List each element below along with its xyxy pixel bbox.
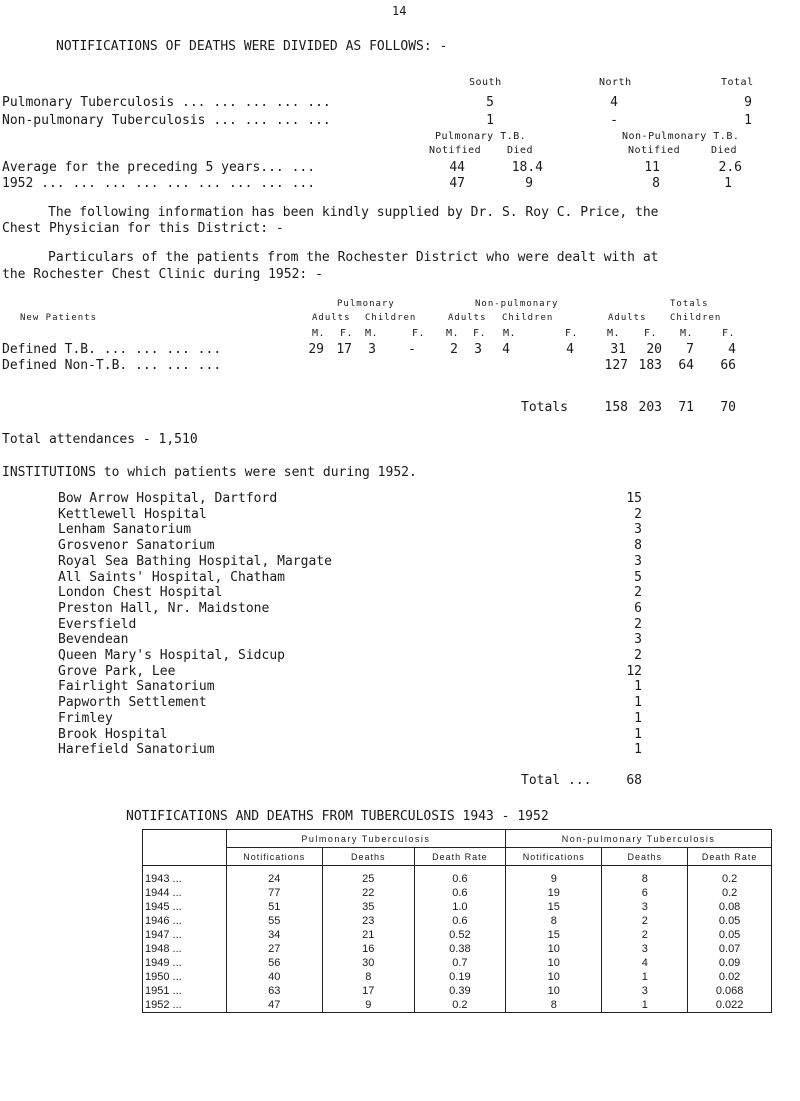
institution-name: Bow Arrow Hospital, Dartford [58,491,278,506]
value-cell: 44 [449,160,465,175]
institution-count: 2 [634,648,642,663]
table-cell: 2 [602,914,688,928]
institution-count: 6 [634,600,642,616]
value-cell: 1 [486,113,494,128]
institution-name: Brook Hospital [58,726,168,742]
table-cell: 8 [322,970,414,984]
value-cell: 70 [720,400,736,415]
table-cell: 8 [506,914,602,928]
value-cell: 183 [638,358,662,373]
value-cell: 18.4 [511,160,543,175]
table-cell: 10 [506,942,602,956]
table-cell: 15 [506,900,602,914]
year-cell: 1947 ... [143,928,227,942]
table-cell: 0.08 [688,900,772,914]
year-cell: 1945 ... [143,900,227,914]
table-cell: 3 [602,984,688,998]
institution-count: 1 [634,742,642,758]
table-cell: 0.05 [688,914,772,928]
table-cell: 9 [322,998,414,1013]
table-cell: 1.0 [414,900,506,914]
year-cell: 1952 ... [143,998,227,1013]
table-cell: 15 [506,928,602,942]
table-cell: 40 [226,970,322,984]
value-cell: 203 [638,400,662,415]
group-head-totals: Totals [670,299,709,309]
table-cell: 0.2 [688,872,772,886]
institution-count: 2 [634,506,642,522]
history-table [142,829,772,1013]
corner-cell [143,830,227,866]
table-cell: 0.6 [414,886,506,900]
institution-count: 15 [626,491,642,506]
table-cell: 22 [322,886,414,900]
year-cell: 1950 ... [143,970,227,984]
table-row [143,872,772,886]
table-cell: 0.07 [688,942,772,956]
institutions-total: 68 [626,773,642,788]
row-head-new-patients: New Patients [20,313,98,323]
institution-count: 12 [626,663,642,679]
institution-name: Lenham Sanatorium [58,522,192,538]
table-cell: 0.38 [414,942,506,956]
page-number: 14 [392,4,407,18]
value-cell: 9 [744,95,752,110]
value-cell: 158 [604,400,628,415]
column-header: Deaths [322,848,414,866]
table-row [143,942,772,956]
sub-head: Children [365,313,417,323]
table-cell: 56 [226,956,322,970]
row-label: 1952 ... ... ... ... ... ... ... ... ... [2,176,316,191]
col-south: South [469,77,502,88]
sub-head: Adults [312,313,351,323]
value-cell: 3 [474,342,482,357]
section1-title: NOTIFICATIONS OF DEATHS WERE DIVIDED AS FOLLOWS: - [56,39,448,54]
institution-count: 5 [634,569,642,585]
institution-count: 3 [634,553,642,569]
institution-name: Preston Hall, Nr. Maidstone [58,600,270,616]
table-cell: 0.09 [688,956,772,970]
sub-head: Adults [608,313,647,323]
institution-name: Queen Mary's Hospital, Sidcup [58,648,285,663]
table-row [143,914,772,928]
table-cell: 4 [602,956,688,970]
table-cell: 77 [226,886,322,900]
table-cell: 0.05 [688,928,772,942]
table-cell: 9 [506,872,602,886]
institution-name: Papworth Settlement [58,695,207,711]
year-cell: 1948 ... [143,942,227,956]
table-cell: 19 [506,886,602,900]
value-cell: 29 [308,342,324,357]
table-row [143,900,772,914]
value-cell: - [408,342,416,357]
institution-name: Frimley [58,710,113,726]
mf-label: M. [312,328,326,339]
institution-count: 1 [634,710,642,726]
value-cell: 31 [610,342,626,357]
year-cell: 1943 ... [143,872,227,886]
table-cell: 21 [322,928,414,942]
institution-name: Kettlewell Hospital [58,506,207,522]
value-cell: 5 [486,95,494,110]
mf-label: F. [565,328,579,339]
mf-label: M. [365,328,379,339]
table-row [143,928,772,942]
value-cell: 17 [336,342,352,357]
column-header: Death Rate [414,848,506,866]
subhead-nonpulmonary: Non-Pulmonary T.B. [622,131,740,142]
table-cell: 0.068 [688,984,772,998]
total-attendances: Total attendances - 1,510 [2,432,198,447]
table-row [143,984,772,998]
mf-label: M. [607,328,621,339]
value-cell: 11 [644,160,660,175]
value-cell: 4 [610,95,618,110]
institutions-total-label: Total ... [521,773,592,788]
table-cell: 3 [602,942,688,956]
table-cell: 0.2 [688,886,772,900]
institution-count: 2 [634,585,642,601]
institution-name: Eversfield [58,616,137,632]
value-cell: 4 [502,342,510,357]
value-cell: 71 [678,400,694,415]
subcol-died: Died [507,145,534,156]
value-cell: 7 [686,342,694,357]
table-cell: 2 [602,928,688,942]
table-cell: 10 [506,970,602,984]
group-head-nonpulmonary: Non-pulmonary [475,299,559,309]
history-title: NOTIFICATIONS AND DEATHS FROM TUBERCULOSIS 1943 - 1952 [126,809,549,824]
institution-count: 3 [634,522,642,538]
table-cell: 0.2 [414,998,506,1013]
table-cell: 10 [506,956,602,970]
mf-label: F. [412,328,426,339]
value-cell: 127 [604,358,628,373]
value-cell: 8 [652,176,660,191]
year-cell: 1944 ... [143,886,227,900]
table-cell: 51 [226,900,322,914]
table-row [143,970,772,984]
group-head-pulmonary: Pulmonary [337,299,395,309]
institution-name: Bevendean [58,632,129,648]
col-north: North [599,77,632,88]
institution-name: All Saints' Hospital, Chatham [58,569,285,585]
value-cell: 20 [646,342,662,357]
table-cell: 1 [602,970,688,984]
table-cell: 55 [226,914,322,928]
year-cell: 1946 ... [143,914,227,928]
table-cell: 1 [602,998,688,1013]
institution-count: 8 [634,538,642,554]
totals-label: Totals [521,400,568,415]
sub-head: Adults [448,313,487,323]
value-cell: 2 [450,342,458,357]
table-cell: 27 [226,942,322,956]
table-cell: 17 [322,984,414,998]
group-head: Pulmonary Tuberculosis [226,830,505,848]
institution-name: Harefield Sanatorium [58,742,215,758]
value-cell: 1 [724,176,732,191]
mf-label: M. [680,328,694,339]
group-head: Non-pulmonary Tuberculosis [506,830,772,848]
mf-label: F. [473,328,487,339]
sub-head: Children [670,313,722,323]
subcol-died: Died [711,145,738,156]
value-cell: 66 [720,358,736,373]
table-cell: 0.52 [414,928,506,942]
value-cell: 64 [678,358,694,373]
table-cell: 47 [226,998,322,1013]
table-cell: 0.02 [688,970,772,984]
info-line: Chest Physician for this District: - [2,221,284,236]
row-label: Average for the preceding 5 years... ... [2,160,316,175]
mf-label: F. [722,328,736,339]
mf-label: M. [503,328,517,339]
institution-count: 3 [634,632,642,648]
table-cell: 0.7 [414,956,506,970]
info-line: Particulars of the patients from the Rochester District who were dealt with at [48,250,659,265]
row-label: Pulmonary Tuberculosis ... ... ... ... ... [2,95,331,110]
institutions-title: INSTITUTIONS to which patients were sent during 1952. [2,465,417,480]
mf-label: M. [446,328,460,339]
value-cell: 9 [525,176,533,191]
mf-label: F. [340,328,354,339]
table-row [143,956,772,970]
row-label-non-tb: Defined Non-T.B. ... ... ... [2,358,222,373]
value-cell: - [610,113,618,128]
value-cell: 4 [728,342,736,357]
institution-count: 1 [634,695,642,711]
institution-count: 1 [634,726,642,742]
table-cell: 6 [602,886,688,900]
column-header: Deaths [602,848,688,866]
table-cell: 10 [506,984,602,998]
row-label-defined-tb: Defined T.B. ... ... ... ... [2,342,222,357]
value-cell: 4 [566,342,574,357]
table-cell: 0.6 [414,872,506,886]
value-cell: 3 [368,342,376,357]
table-cell: 8 [602,872,688,886]
table-cell: 63 [226,984,322,998]
table-cell: 0.39 [414,984,506,998]
institution-name: Grove Park, Lee [58,663,176,679]
table-cell: 0.022 [688,998,772,1013]
value-cell: 1 [744,113,752,128]
value-cell: 2.6 [718,160,742,175]
column-header: Notifications [506,848,602,866]
table-cell: 35 [322,900,414,914]
sub-head: Children [502,313,554,323]
table-cell: 25 [322,872,414,886]
year-cell: 1949 ... [143,956,227,970]
table-cell: 23 [322,914,414,928]
column-header: Notifications [226,848,322,866]
table-cell: 8 [506,998,602,1013]
institution-name: Fairlight Sanatorium [58,679,215,695]
value-cell: 47 [449,176,465,191]
institution-count: 1 [634,679,642,695]
table-cell: 0.6 [414,914,506,928]
institution-name: London Chest Hospital [58,585,223,601]
column-header: Death Rate [688,848,772,866]
table-row [143,998,772,1013]
institution-count: 2 [634,616,642,632]
subhead-pulmonary: Pulmonary T.B. [435,131,527,142]
institution-name: Royal Sea Bathing Hospital, Margate [58,553,332,569]
subcol-notified: Notified [429,145,482,156]
mf-label: F. [644,328,658,339]
table-cell: 0.19 [414,970,506,984]
institution-name: Grosvenor Sanatorium [58,538,215,554]
subcol-notified: Notified [628,145,681,156]
table-cell: 24 [226,872,322,886]
info-line: the Rochester Chest Clinic during 1952: - [2,267,323,282]
row-label: Non-pulmonary Tuberculosis ... ... ... ... [2,113,331,128]
info-line: The following information has been kindly supplied by Dr. S. Roy C. Price, the [48,205,659,220]
table-cell: 16 [322,942,414,956]
table-cell: 3 [602,900,688,914]
table-row [143,886,772,900]
table-cell: 34 [226,928,322,942]
year-cell: 1951 ... [143,984,227,998]
col-total: Total [721,77,754,88]
table-cell: 30 [322,956,414,970]
